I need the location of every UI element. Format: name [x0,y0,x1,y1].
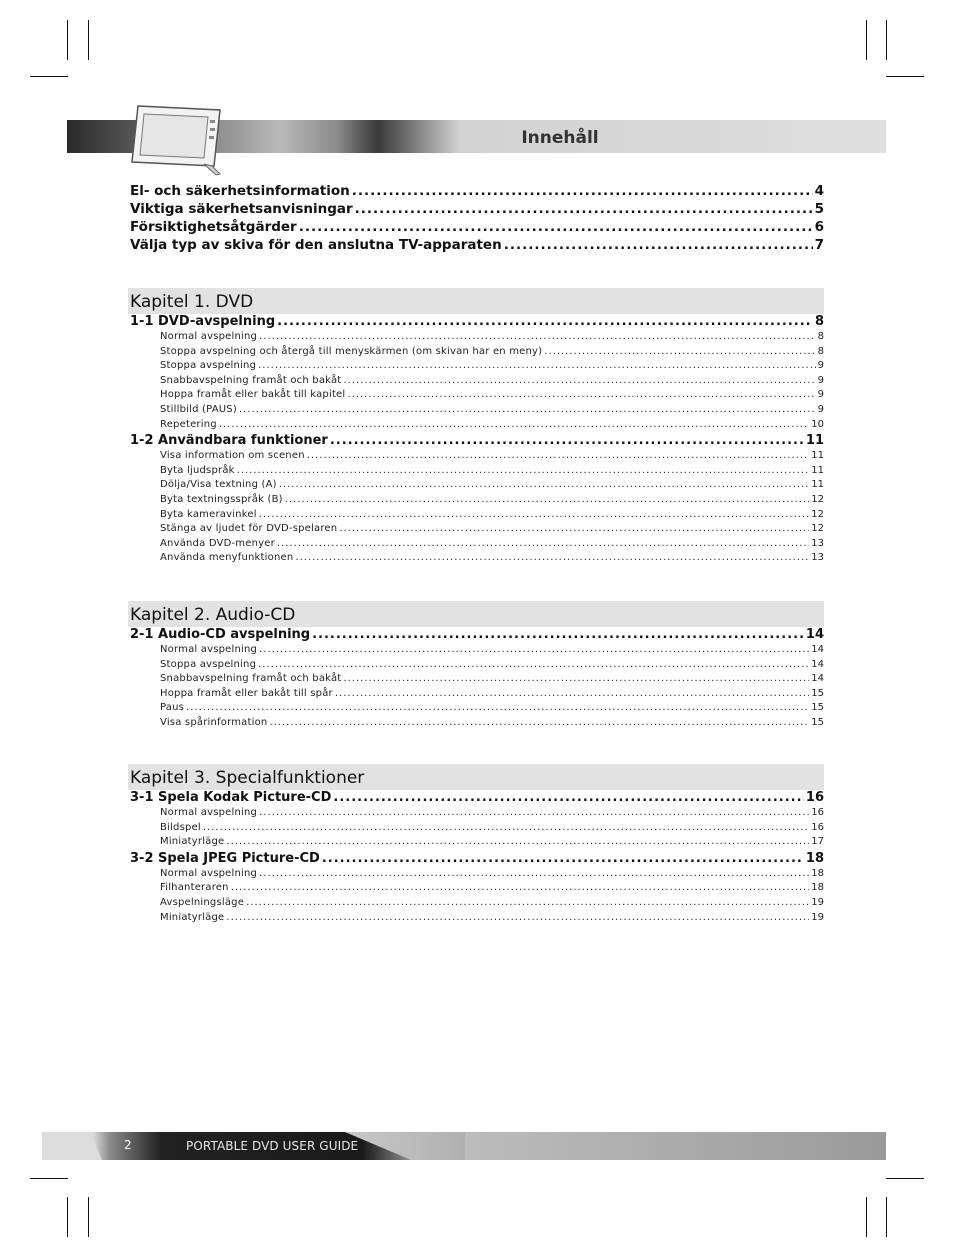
item-page: 19 [811,911,824,923]
item-label: Bildspel [160,821,201,833]
toc-item[interactable] [160,673,824,688]
toc-item[interactable] [160,717,824,732]
toc-item[interactable] [160,688,824,703]
dot-leader [307,450,810,461]
dot-leader [259,644,809,655]
dot-leader [333,790,804,805]
item-page: 9 [817,374,824,386]
crop-mark [866,1197,867,1237]
toc-item[interactable] [160,659,824,674]
item-page: 15 [811,687,824,699]
toc-section[interactable] [130,433,824,450]
section-label: 1-1 DVD-avspelning [130,314,276,329]
section-label: 3-2 Spela JPEG Picture-CD [130,850,320,866]
toc-entry-label: El- och säkerhetsinformation [130,183,350,199]
item-label: Avspelningsläge [160,896,245,908]
item-page: 15 [811,716,824,728]
item-label: Normal avspelning [160,331,258,342]
crop-mark [886,1178,924,1179]
toc-item[interactable] [160,331,824,346]
toc-entry[interactable] [130,237,824,255]
item-label: Byta kameravinkel [160,508,257,520]
dot-leader [269,717,809,728]
toc-item[interactable] [160,389,824,404]
item-label: Normal avspelning [160,807,258,818]
crop-mark [866,20,867,60]
item-page: 11 [811,450,824,462]
item-label: Använda menyfunktionen [160,552,294,564]
toc-item[interactable] [160,419,824,434]
item-label: Miniatyrläge [160,836,225,848]
item-page: 17 [811,836,824,848]
item-page: 13 [811,552,824,564]
toc-entry-page: 4 [814,183,824,199]
item-page: 8 [817,331,824,342]
item-label: Dölja/Visa textning (A) [160,479,277,491]
section-page: 18 [805,850,824,866]
section-label: 2-1 Audio-CD avspelning [130,627,311,642]
section-page: 16 [805,790,824,805]
item-label: Normal avspelning [160,867,258,879]
crop-mark [67,20,68,60]
item-label: Snabbavspelning framåt och bakåt [160,673,342,685]
toc-item[interactable] [160,552,824,567]
page-number: 2 [124,1138,132,1152]
crop-mark [886,1197,887,1237]
chapter-dvd [128,288,824,567]
toc-item[interactable] [160,450,824,465]
dot-leader [219,419,809,430]
toc-entry-page: 6 [814,219,824,235]
item-page: 12 [811,523,824,535]
toc-entry[interactable] [130,183,824,201]
dot-leader [259,509,810,520]
crop-mark [88,1197,89,1237]
toc-item[interactable] [160,465,824,480]
toc-entry[interactable] [130,219,824,237]
toc-section[interactable] [130,851,824,868]
dot-leader [258,659,809,670]
item-label: Använda DVD-menyer [160,537,275,549]
dot-leader [239,404,816,415]
crop-mark [886,76,924,77]
dot-leader [335,688,809,699]
crop-mark [886,20,887,60]
item-page: 16 [811,807,824,818]
dot-leader [259,868,809,879]
dot-leader [295,552,809,563]
dot-leader [259,331,816,342]
item-page: 9 [817,403,824,415]
item-page: 14 [811,673,824,685]
item-label: Visa spårinformation [160,716,268,728]
toc-item[interactable] [160,346,824,361]
dot-leader [285,494,809,505]
chapter-heading: Kapitel 3. Specialfunktioner [128,764,824,790]
toc-entry-page: 7 [814,237,824,253]
toc-item[interactable] [160,523,824,538]
item-label: Filhanteraren [160,882,229,894]
toc-item[interactable] [160,509,824,524]
dot-leader [355,201,813,217]
item-label: Stänga av ljudet för DVD-spelaren [160,523,338,535]
toc-item[interactable] [160,360,824,375]
item-page: 14 [811,644,824,655]
dot-leader [277,538,809,549]
item-page: 10 [811,418,824,430]
item-label: Snabbavspelning framåt och bakåt [160,374,342,386]
crop-mark [30,1178,68,1179]
toc-item[interactable] [160,912,824,927]
toc-item[interactable] [160,404,824,419]
toc-entry-page: 5 [814,201,824,217]
dot-leader [277,314,813,329]
item-label: Stillbild (PAUS) [160,403,237,415]
dot-leader [352,183,813,199]
item-page: 19 [811,896,824,908]
dot-leader [299,219,813,235]
item-page: 15 [811,702,824,714]
dot-leader [347,389,815,400]
toc-intro [130,183,824,255]
toc-item[interactable] [160,822,824,837]
toc-entry-label: Försiktighetsåtgärder [130,219,297,235]
dot-leader [186,702,809,713]
section-label: 3-1 Spela Kodak Picture-CD [130,790,332,805]
toc-item[interactable] [160,897,824,912]
item-label: Repetering [160,418,217,430]
item-page: 9 [817,389,824,401]
dot-leader [226,836,809,847]
item-label: Hoppa framåt eller bakåt till kapitel [160,389,346,401]
item-label: Byta ljudspråk [160,464,235,476]
item-page: 11 [811,464,824,476]
toc-item[interactable] [160,836,824,851]
toc-item[interactable] [160,375,824,390]
toc-section[interactable] [130,627,824,644]
dot-leader [312,627,804,642]
toc-entry-label: Välja typ av skiva för den anslutna TV-apparaten [130,237,502,253]
item-page: 12 [811,508,824,520]
footer-title: PORTABLE DVD USER GUIDE [186,1139,359,1153]
dot-leader [226,912,809,923]
crop-mark [88,20,89,60]
dot-leader [203,822,809,833]
toc-item[interactable] [160,807,824,822]
dot-leader [231,882,810,893]
toc-item[interactable] [160,538,824,553]
chapter-heading: Kapitel 1. DVD [128,288,824,314]
section-page: 8 [814,314,824,329]
toc-item[interactable] [160,868,824,883]
item-label: Byta textningsspråk (B) [160,493,283,505]
chapter-audio-cd [128,601,824,732]
item-label: Miniatyrläge [160,911,225,923]
crop-mark [67,1197,68,1237]
portable-dvd-player-icon [128,104,228,176]
item-label: Stoppa avspelning och återgå till menyskärmen (om skivan har en meny) [160,345,543,357]
toc-entry-label: Viktiga säkerhetsanvisningar [130,201,353,217]
dot-leader [322,851,804,866]
item-label: Stoppa avspelning [160,658,257,670]
page-title: Innehåll [521,128,599,148]
dot-leader [279,479,810,490]
dot-leader [343,673,809,684]
item-label: Stoppa avspelning [160,360,257,372]
item-label: Hoppa framåt eller bakåt till spår [160,687,333,699]
item-page: 18 [811,882,824,894]
item-page: 12 [811,493,824,505]
toc-item[interactable] [160,702,824,717]
dot-leader [246,897,809,908]
toc-item[interactable] [160,479,824,494]
item-label: Normal avspelning [160,644,258,655]
item-page: 16 [811,821,824,833]
section-label: 1-2 Användbara funktioner [130,433,328,449]
dot-leader [330,433,804,448]
chapter-special-functions [128,764,824,926]
toc-item[interactable] [160,882,824,897]
dot-leader [504,237,813,253]
toc-section[interactable] [130,314,824,331]
item-page: 13 [811,537,824,549]
item-label: Paus [160,702,185,714]
crop-mark [30,76,68,77]
dot-leader [343,375,815,386]
toc-section[interactable] [130,790,824,807]
dot-leader [259,807,809,818]
item-page: 11 [811,479,824,491]
section-page: 11 [805,433,824,449]
toc-item[interactable] [160,494,824,509]
item-page: 8 [817,345,824,357]
dot-leader [544,346,815,357]
chapter-heading: Kapitel 2. Audio-CD [128,601,824,627]
toc-item[interactable] [160,644,824,659]
section-page: 14 [805,627,824,642]
item-page: 18 [811,867,824,879]
item-label: Visa information om scenen [160,450,305,462]
dot-leader [258,360,816,371]
item-page: 9 [817,360,824,372]
dot-leader [339,523,809,534]
dot-leader [237,465,810,476]
item-page: 14 [811,658,824,670]
toc-entry[interactable] [130,201,824,219]
